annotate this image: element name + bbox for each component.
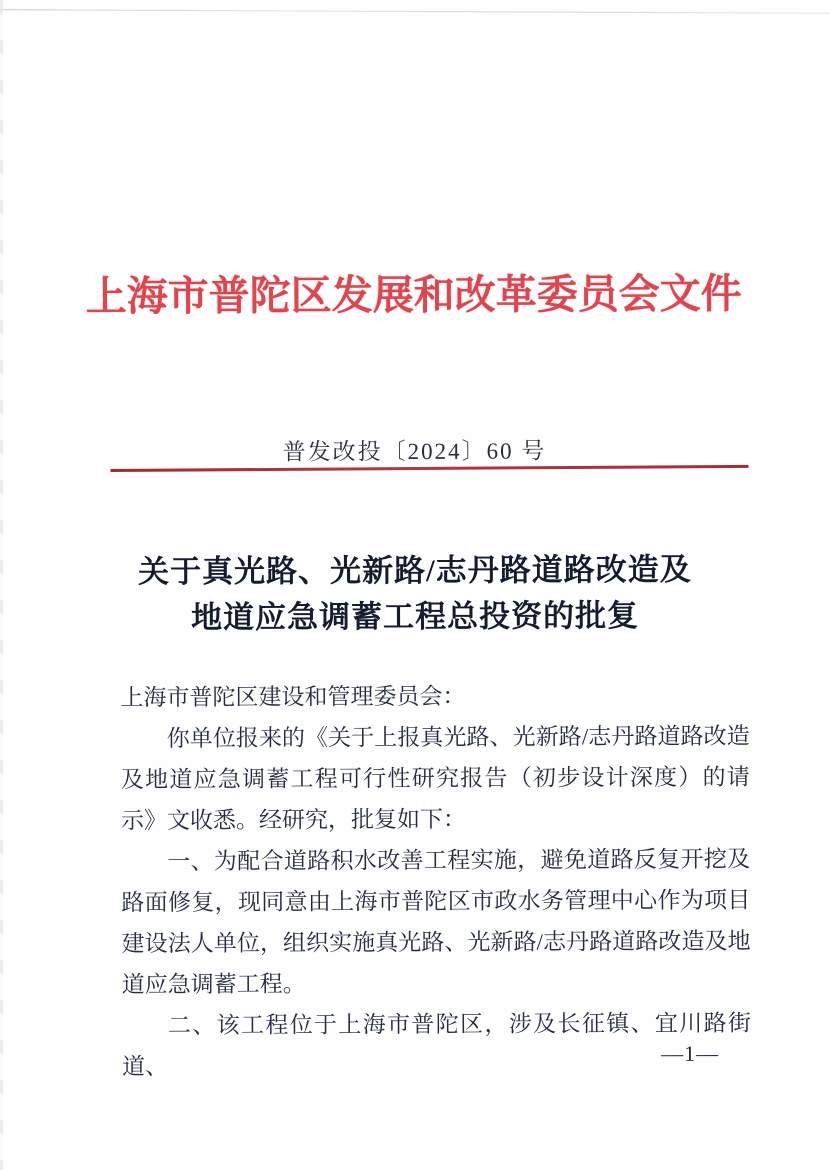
- document-title-line-1: 关于真光路、光新路/志丹路道路改造及: [138, 551, 692, 590]
- salutation: 上海市普陀区建设和管理委员会：: [120, 683, 466, 711]
- page-number: —1—: [660, 1040, 720, 1066]
- document-title: [0, 546, 830, 642]
- body-paragraph-intro: 你单位报来的《关于上报真光路、光新路/志丹路道路改造及地道应急调蓄工程可行性研究报告（初步设计深度）的请示》文收悉。经研究，批复如下：: [120, 723, 750, 834]
- body-paragraph-item-2: 二、该工程位于上海市普陀区，涉及长征镇、宜川路街道、: [122, 1010, 751, 1080]
- document-body: [120, 675, 751, 1088]
- document-number: 普发改投〔2024〕60 号: [282, 438, 547, 465]
- letterhead-title: 上海市普陀区发展和改革委员会文件: [85, 270, 742, 320]
- document-title-line-2: 地道应急调蓄工程总投资的批复: [191, 598, 640, 635]
- body-paragraph-item-1: 一、为配合道路积水改善工程实施，避免道路反复开挖及路面修复，现同意由上海市普陀区市政水务管理中心作为项目建设法人单位，组织实施真光路、光新路/志丹路道路改造及地道应急调蓄工程。: [121, 846, 751, 998]
